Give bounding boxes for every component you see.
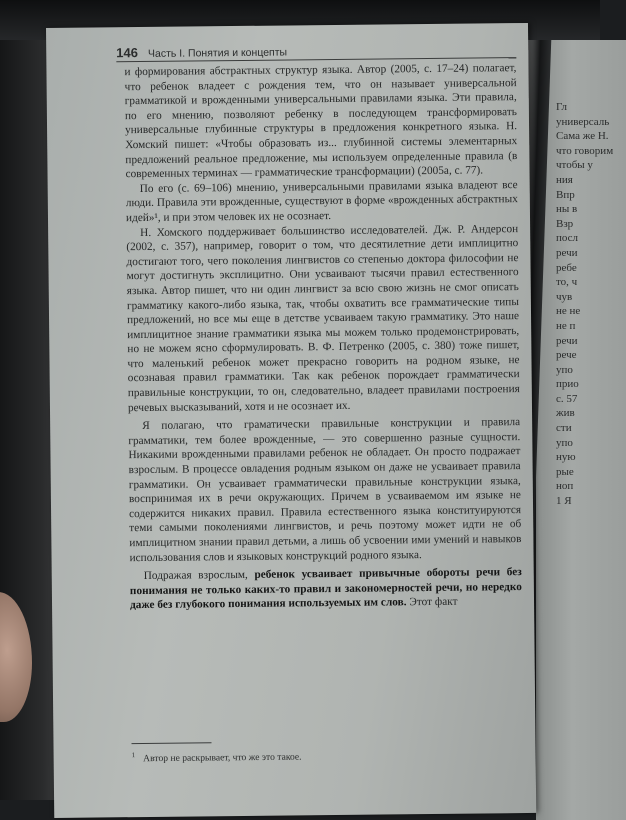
paragraph-1: и формирования абстрактных структур языка. Автор (2005, с. 17–24) полагает, что ребенок владеет с рождения тем, что он называет универсальной грамматикой и врожденными универсальными правилами языка. Эти правила, по его мнению, позволяют ребенку в последующем трансформировать универсальные глубинные структуры в предложения конкретного языка. Н. Хомский пишет: «Чтобы образовать из... глубинной системы элементарных предложений реальное предложение, мы используем определенные правила (в современных терминах — грамматические трансформации) (2005а, с. 77). xyxy=(124,62,518,181)
right-page-fragment: чтобы у xyxy=(556,159,593,172)
right-page-fragment: Впр xyxy=(556,188,575,201)
running-head: Часть I. Понятия и концепты xyxy=(147,46,288,60)
right-page-fragment: Сама же Н. xyxy=(556,130,609,143)
right-page-fragment: упо xyxy=(556,363,573,376)
right-page-fragment: ния xyxy=(556,173,573,186)
paragraph-5-bold: ребенок усваивает привычные обороты речи без понимания не только каких-то правил и закономерностей речи, но нередко даже без глубокого понимания используемых им слов. xyxy=(129,566,522,612)
right-page-fragment: упо xyxy=(556,436,573,449)
footnote-rule xyxy=(131,742,211,744)
book-page xyxy=(46,23,536,818)
right-page-fragment: Гл xyxy=(556,101,568,113)
right-page-fragment: не не xyxy=(556,305,581,318)
right-page-fragment: речи xyxy=(556,334,578,347)
page-header xyxy=(116,41,516,59)
right-page-fragment: прио xyxy=(556,378,579,391)
right-page-fragment: ны в xyxy=(556,203,578,216)
right-page xyxy=(536,40,626,820)
paragraph-5 xyxy=(130,565,522,613)
paragraph-4: Я полагаю, что граматически правильные конструкции и правила грамматики, тем более врожденные, — это совершенно разные сущности. Никакими врожденными правилами ребенок не обладает. Он просто подражает взрослым. В процессе овладения родным языком он даже не усваивает правила грамматики. Он усваивает грамматически правильные конструкции языка, воспринимая их в речи окружающих. Причем в усваиваемом им языке не содержится никаких правил. Правила естественного языка конституируются теми самыми поколениями лингвистов, и речь поэтому может идти не об имплицитном знании правил детьми, а лишь об усвоении ими умений и навыков использования слов и языковых конструкций родного языка. xyxy=(128,416,522,564)
footnote-text: Автор не раскрывает, что же это такое. xyxy=(143,751,302,765)
right-page-fragment: посл xyxy=(556,232,579,245)
right-page-fragment: универсаль xyxy=(556,115,610,128)
right-page-fragment: чув xyxy=(556,290,573,303)
right-page-fragment: ребе xyxy=(556,261,577,274)
body-text xyxy=(124,61,522,613)
right-page-fragment: жив xyxy=(556,407,575,420)
right-page-fragment: ноп xyxy=(556,480,574,493)
right-page-fragment: что говорим xyxy=(556,144,614,157)
right-page-fragment: то, ч xyxy=(556,276,578,289)
right-page-fragment: 1 Я xyxy=(556,495,572,508)
right-page-fragment: с. 57 xyxy=(556,392,578,405)
right-page-text-fragments xyxy=(556,100,626,509)
paragraph-2: По его (с. 69–106) мнению, универсальными правилами языка владеют все люди. Правила эти врожденные, существуют в форме «врожденных абстрактных идей»¹, и при этом человек их не осознает. xyxy=(125,178,518,225)
paragraph-5-tail: Этот факт xyxy=(406,596,458,609)
page-number: 146 xyxy=(116,45,139,61)
right-page-fragment: рече xyxy=(556,349,577,362)
right-page-fragment: сти xyxy=(556,422,572,435)
paragraph-3: Н. Хомского поддерживает большинство исследователей. Дж. Р. Андерсон (2002, с. 357), например, говорит о том, что десятилетние дети имплицитно достигают того, чего поколения лингвистов со степенью доктора философии не могут достигнуть эксплицитно. Они усваивают тысячи правил естественного языка. Автор пишет, что ни один лингвист за всю свою жизнь не смог описать грамматику какого-либо языка, так, чтобы охватить все грамматические типы предложений, но все мы еще в детстве усваиваем такую грамматику. Это наше имплицитное знание грамматики языка мы можем только продемонстрировать, но не можем ясно сформулировать. В. Ф. Петренко (2005, с. 380) тоже пишет, что маленький ребенок может прекрасно говорить на родном языке, не осознавая правил грамматики. Так как ребенок порождает грамматически правильные конструкции, то он, следовательно, владеет правилами построения речевых высказываний, хотя и не осознает их. xyxy=(126,222,520,414)
right-page-fragment: не п xyxy=(556,319,576,332)
right-page-fragment: ную xyxy=(556,451,576,464)
right-page-fragment: Взр xyxy=(556,217,574,230)
right-page-fragment: речи xyxy=(556,246,578,259)
footnote xyxy=(132,747,524,764)
right-page-fragment: рые xyxy=(556,465,574,478)
paragraph-5-lead: Подражая взрослым, xyxy=(143,569,255,583)
footnote-marker: 1 xyxy=(131,751,136,760)
